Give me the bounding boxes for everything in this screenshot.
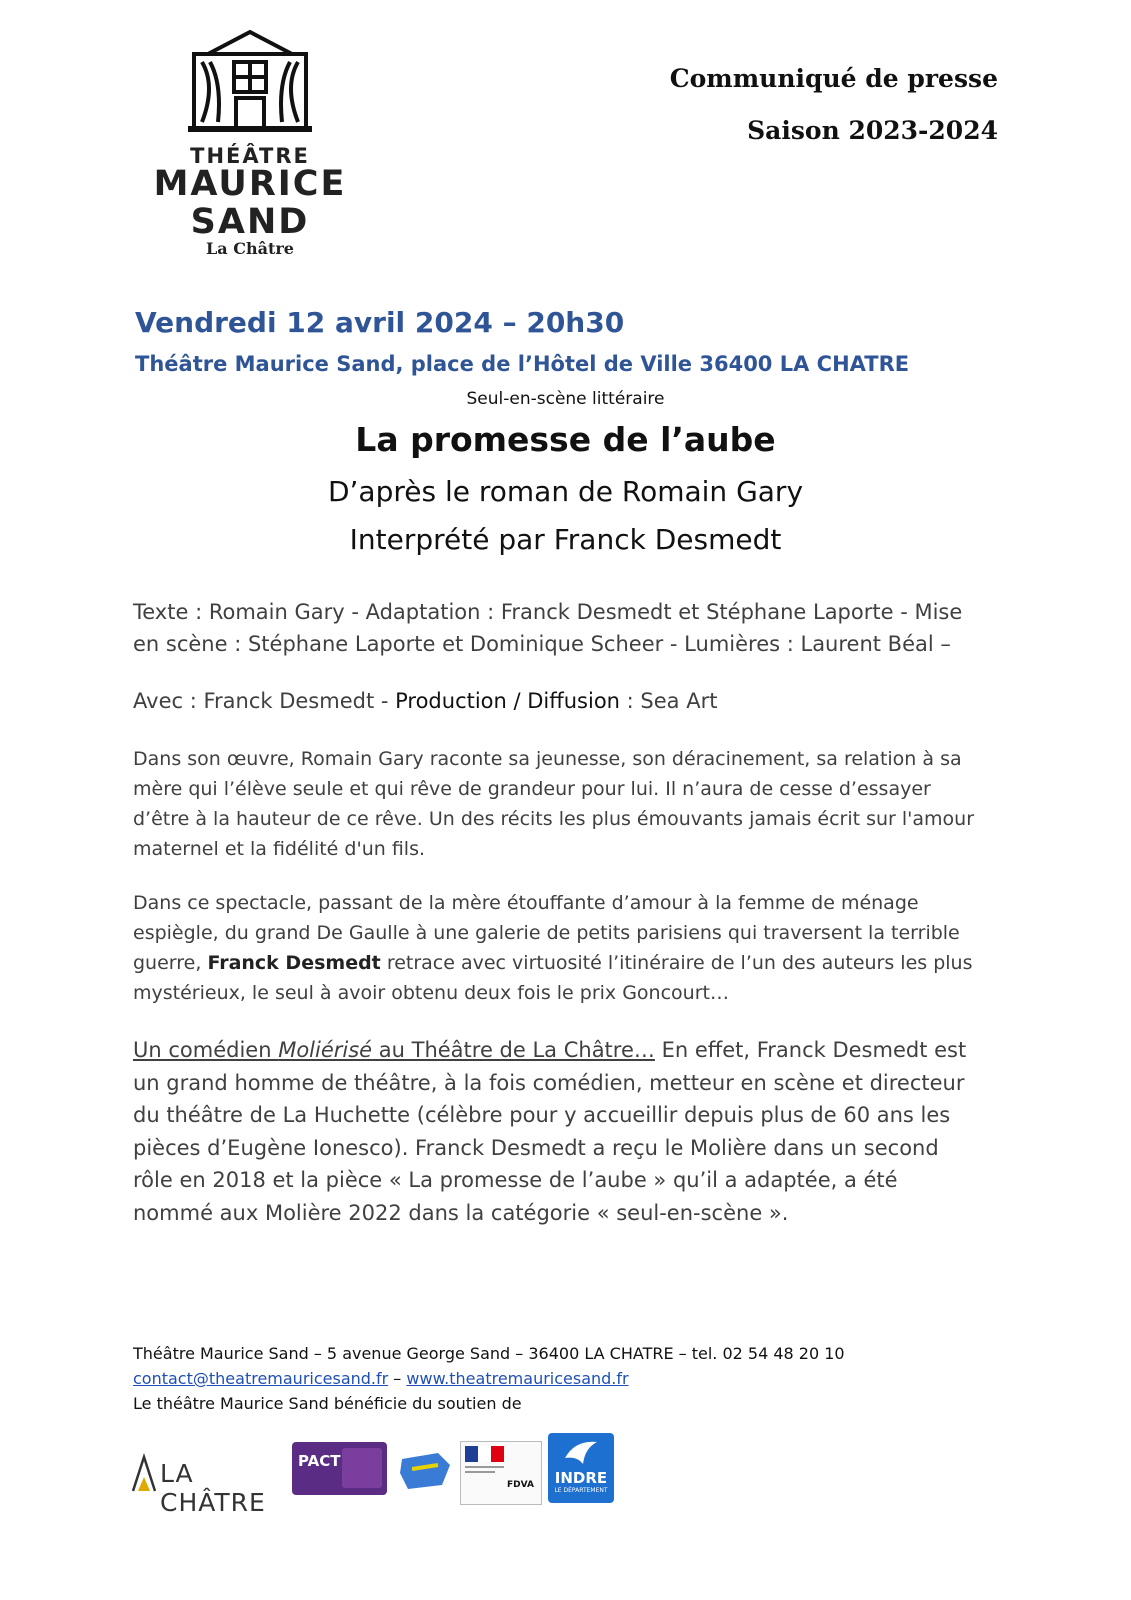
fdva-text: FDVA: [507, 1480, 534, 1490]
p2-text-start: Dans ce spectacle, passant de la mère étouffante d’amour à la femme de ménage espiègle, du grand De Gaulle à une galerie de petits parisiens qui traversent la terrible guerre,: [133, 892, 960, 974]
production-value: : Sea Art: [619, 689, 718, 713]
pact-logo: [292, 1442, 387, 1495]
logo-text-maurice: MAURICE: [153, 164, 347, 204]
marianne-flag-icon: [465, 1446, 505, 1476]
communaute-map-icon: [398, 1451, 453, 1491]
bird-icon: [563, 1438, 599, 1468]
indre-departement-logo: [548, 1433, 614, 1503]
indre-logo-text: INDRE: [554, 1469, 608, 1487]
credits-paragraph: Texte : Romain Gary - Adaptation : Franck Desmedt et Stéphane Laporte - Mise en scène : Stéphane Laporte et Dominique Scheer - Lumières : Laurent Béal –: [133, 600, 963, 656]
actor-bio-paragraph: [133, 1034, 979, 1229]
p2-actor-name: Franck Desmedt: [207, 952, 381, 974]
logo-text-sand: SAND: [190, 202, 310, 242]
p3-lead-italic: Moliérisé: [278, 1038, 373, 1062]
footer-address: Théâtre Maurice Sand – 5 avenue George Sand – 36400 LA CHATRE – tel. 02 54 48 20 10: [133, 1344, 845, 1363]
show-title: La promesse de l’aube: [355, 420, 776, 459]
p3-lead-underlined: [133, 1038, 655, 1062]
season-label: Saison 2023-2024: [747, 116, 998, 145]
footer-support-text: Le théâtre Maurice Sand bénéficie du soutien de: [133, 1394, 522, 1413]
event-date: Vendredi 12 avril 2024 – 20h30: [135, 306, 625, 339]
logo-text-la-chatre: La Châtre: [206, 239, 294, 258]
la-chatre-logo-text: LA CHÂTRE: [160, 1459, 266, 1517]
synopsis-paragraph: Dans son œuvre, Romain Gary raconte sa jeunesse, son déracinement, sa relation à sa mère qui l’élève seule et qui rêve de grandeur pour lui. Il n’aura de cesse d’essayer d’être à la hauteur de ce rêve. Un des récits les plus émouvants jamais écrit sur l'amour maternel et la fidélité d'un fils.: [133, 748, 975, 860]
show-genre: Seul-en-scène littéraire: [466, 389, 665, 409]
indre-logo-subtext: LE DÉPARTEMENT: [554, 1487, 608, 1494]
p3-lead-part1: Un comédien: [133, 1038, 279, 1062]
email-link[interactable]: contact@theatremauricesand.fr: [133, 1369, 389, 1388]
show-subtitle-performer: Interprété par Franck Desmedt: [349, 523, 782, 556]
logo-text-theatre: THÉÂTRE: [190, 144, 310, 168]
show-subtitle-author: D’après le roman de Romain Gary: [327, 475, 804, 508]
theatre-logo: [140, 26, 360, 266]
cast-line: [133, 686, 979, 716]
communaute-de-communes-logo: [398, 1451, 453, 1491]
sponsor-logos: [130, 1433, 620, 1517]
p2-text-end: retrace avec virtuosité l’itinéraire de l’un des auteurs les plus mystérieux, le seul à avoir obtenu deux fois le prix Goncourt…: [133, 952, 973, 1004]
website-link[interactable]: www.theatremauricesand.fr: [406, 1369, 629, 1388]
footer-links: [133, 1369, 629, 1388]
cast-avec: Avec : Franck Desmedt -: [133, 689, 396, 713]
la-chatre-emblem-icon: [130, 1453, 158, 1493]
press-release-title: Communiqué de presse: [669, 64, 998, 93]
p3-body: En effet, Franck Desmedt est un grand homme de théâtre, à la fois comédien, metteur en scène et directeur du théâtre de La Huchette (célèbre pour y accueillir depuis plus de 60 ans les pièces d’Eugène Ionesco). Franck Desmedt a reçu le Molière dans un second rôle en 2018 et la pièce « La promesse de l’aube » qu’il a adaptée, a été nommé aux Molière 2022 dans la catégorie « seul-en-scène ».: [133, 1038, 967, 1225]
theatre-facade-icon: [188, 26, 312, 136]
event-venue: Théâtre Maurice Sand, place de l’Hôtel de Ville 36400 LA CHATRE: [135, 352, 910, 376]
fdva-ministere-logo: [460, 1441, 542, 1505]
la-chatre-logo: [130, 1453, 290, 1517]
show-description-paragraph: [133, 888, 979, 1008]
production-label: Production / Diffusion: [395, 689, 620, 713]
link-separator: –: [388, 1369, 407, 1388]
centre-val-de-loire-icon: [342, 1448, 382, 1488]
p3-lead-part2: au Théâtre de La Châtre…: [372, 1038, 655, 1062]
pact-logo-text: PACT: [298, 1452, 341, 1470]
